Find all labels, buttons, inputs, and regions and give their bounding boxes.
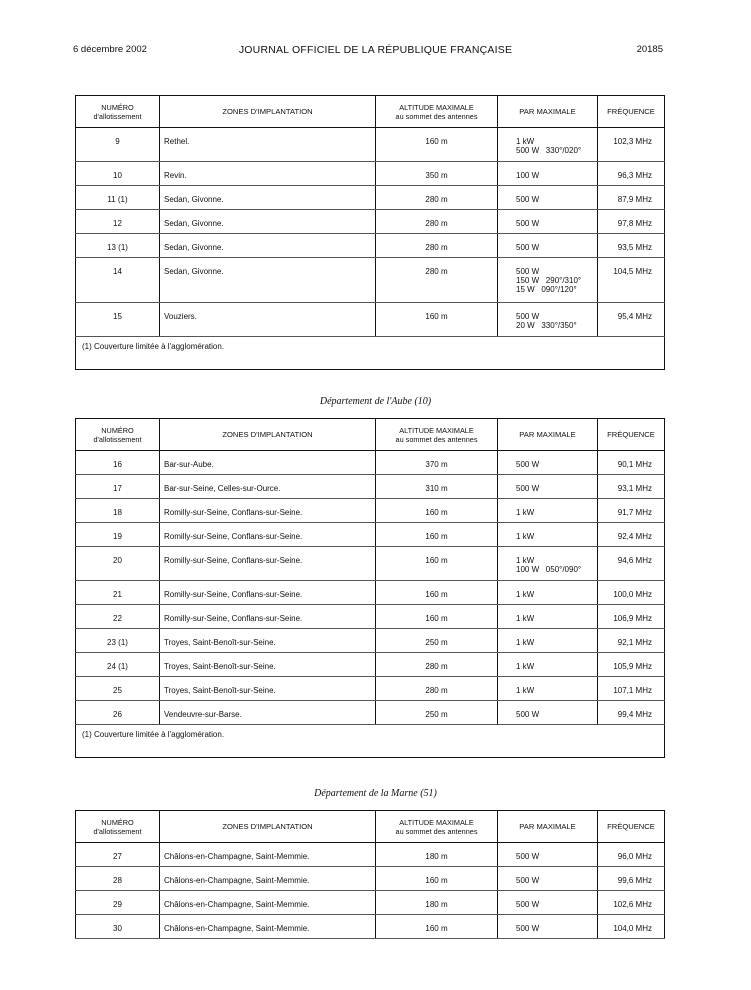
cell-par — [498, 581, 598, 605]
cell-zone: Sedan, Givonne. — [160, 234, 376, 258]
par-line: 500 W — [516, 243, 540, 252]
cell-allotment-number: 20 — [76, 547, 160, 581]
cell-frequency: 96,3 MHz — [598, 162, 665, 186]
par-line: 1 kW — [516, 137, 535, 146]
col-header-zone: ZONES D'IMPLANTATION — [160, 96, 376, 128]
col-header-alt — [376, 96, 498, 128]
cell-par — [498, 128, 598, 162]
par-line: 500 W — [516, 219, 540, 228]
cell-frequency: 100,0 MHz — [598, 581, 665, 605]
cell-altitude: 180 m — [376, 891, 498, 915]
table-row — [76, 303, 665, 337]
cell-frequency: 96,0 MHz — [598, 843, 665, 867]
cell-frequency: 91,7 MHz — [598, 499, 665, 523]
cell-frequency: 106,9 MHz — [598, 605, 665, 629]
header-date: 6 décembre 2002 — [73, 44, 147, 55]
col-header-par: PAR MAXIMALE — [498, 811, 598, 843]
table-row — [76, 186, 665, 210]
header-row — [76, 96, 665, 128]
col-header-freq: FRÉQUENCE — [598, 419, 665, 451]
cell-zone: Revin. — [160, 162, 376, 186]
table-row — [76, 581, 665, 605]
table-row — [76, 843, 665, 867]
col-header-num-line2: d'allotissement — [93, 826, 142, 836]
cell-frequency: 99,6 MHz — [598, 867, 665, 891]
cell-frequency: 93,1 MHz — [598, 475, 665, 499]
cell-allotment-number: 16 — [76, 451, 160, 475]
table-row — [76, 451, 665, 475]
cell-frequency: 87,9 MHz — [598, 186, 665, 210]
par-line: 100 W — [516, 171, 540, 180]
col-header-alt-line2: au sommet des antennes — [395, 826, 478, 836]
cell-frequency: 94,6 MHz — [598, 547, 665, 581]
col-header-num-line1: NUMÉRO — [101, 102, 134, 112]
cell-frequency: 102,6 MHz — [598, 891, 665, 915]
cell-zone: Châlons-en-Champagne, Saint-Memmie. — [160, 891, 376, 915]
cell-zone: Châlons-en-Champagne, Saint-Memmie. — [160, 843, 376, 867]
col-header-num — [76, 811, 160, 843]
cell-allotment-number: 22 — [76, 605, 160, 629]
cell-altitude: 250 m — [376, 701, 498, 725]
cell-frequency: 99,4 MHz — [598, 701, 665, 725]
cell-allotment-number: 12 — [76, 210, 160, 234]
cell-allotment-number: 30 — [76, 915, 160, 939]
col-header-freq: FRÉQUENCE — [598, 96, 665, 128]
par-line: 1 kW — [516, 556, 535, 565]
par-line: 100 W 050°/090° — [516, 565, 582, 574]
cell-zone: Romilly-sur-Seine, Conflans-sur-Seine. — [160, 581, 376, 605]
page-number: 20185 — [636, 44, 663, 55]
cell-zone: Romilly-sur-Seine, Conflans-sur-Seine. — [160, 523, 376, 547]
cell-par — [498, 210, 598, 234]
cell-frequency: 104,0 MHz — [598, 915, 665, 939]
cell-par — [498, 499, 598, 523]
col-header-freq: FRÉQUENCE — [598, 811, 665, 843]
cell-altitude: 280 m — [376, 210, 498, 234]
cell-zone: Châlons-en-Champagne, Saint-Memmie. — [160, 867, 376, 891]
cell-par — [498, 186, 598, 210]
cell-allotment-number: 11 (1) — [76, 186, 160, 210]
col-header-alt-line1: ALTITUDE MAXIMALE — [399, 102, 474, 112]
cell-par — [498, 605, 598, 629]
cell-allotment-number: 13 (1) — [76, 234, 160, 258]
table-row — [76, 475, 665, 499]
col-header-num — [76, 419, 160, 451]
col-header-num-line1: NUMÉRO — [101, 817, 134, 827]
par-line: 1 kW — [516, 686, 535, 695]
cell-par — [498, 523, 598, 547]
par-line: 1 kW — [516, 532, 535, 541]
cell-altitude: 370 m — [376, 451, 498, 475]
cell-allotment-number: 25 — [76, 677, 160, 701]
cell-par — [498, 677, 598, 701]
cell-zone: Romilly-sur-Seine, Conflans-sur-Seine. — [160, 547, 376, 581]
table-row — [76, 605, 665, 629]
cell-zone: Romilly-sur-Seine, Conflans-sur-Seine. — [160, 605, 376, 629]
allotment-table-aube — [75, 418, 665, 758]
footnote-row — [76, 725, 665, 758]
cell-par — [498, 653, 598, 677]
cell-altitude: 180 m — [376, 843, 498, 867]
cell-frequency: 92,1 MHz — [598, 629, 665, 653]
table-row — [76, 867, 665, 891]
cell-altitude: 280 m — [376, 258, 498, 303]
par-line: 1 kW — [516, 590, 535, 599]
footnote: (1) Couverture limitée à l'agglomération. — [76, 337, 665, 370]
cell-par — [498, 701, 598, 725]
cell-allotment-number: 17 — [76, 475, 160, 499]
table-row — [76, 499, 665, 523]
table-row — [76, 234, 665, 258]
cell-altitude: 160 m — [376, 605, 498, 629]
cell-zone: Sedan, Givonne. — [160, 186, 376, 210]
cell-zone: Rethel. — [160, 128, 376, 162]
col-header-num-line1: NUMÉRO — [101, 425, 134, 435]
cell-altitude: 250 m — [376, 629, 498, 653]
col-header-alt-line2: au sommet des antennes — [395, 434, 478, 444]
cell-altitude: 160 m — [376, 547, 498, 581]
cell-par — [498, 867, 598, 891]
table-row — [76, 547, 665, 581]
cell-par — [498, 162, 598, 186]
col-header-alt-line2: au sommet des antennes — [395, 111, 478, 121]
cell-allotment-number: 26 — [76, 701, 160, 725]
table-row — [76, 701, 665, 725]
col-header-alt — [376, 419, 498, 451]
cell-zone: Romilly-sur-Seine, Conflans-sur-Seine. — [160, 499, 376, 523]
cell-allotment-number: 14 — [76, 258, 160, 303]
cell-frequency: 95,4 MHz — [598, 303, 665, 337]
cell-par — [498, 475, 598, 499]
cell-allotment-number: 18 — [76, 499, 160, 523]
par-line: 500 W — [516, 876, 540, 885]
table-row — [76, 653, 665, 677]
cell-altitude: 310 m — [376, 475, 498, 499]
cell-altitude: 280 m — [376, 186, 498, 210]
col-header-zone: ZONES D'IMPLANTATION — [160, 419, 376, 451]
cell-zone: Troyes, Saint-Benoît-sur-Seine. — [160, 677, 376, 701]
cell-zone: Sedan, Givonne. — [160, 210, 376, 234]
col-header-alt-line1: ALTITUDE MAXIMALE — [399, 425, 474, 435]
cell-altitude: 280 m — [376, 234, 498, 258]
table-row — [76, 677, 665, 701]
table-row — [76, 258, 665, 303]
par-line: 500 W — [516, 710, 540, 719]
col-header-alt — [376, 811, 498, 843]
cell-allotment-number: 28 — [76, 867, 160, 891]
cell-zone: Troyes, Saint-Benoît-sur-Seine. — [160, 653, 376, 677]
cell-allotment-number: 9 — [76, 128, 160, 162]
allotment-table-ardennes — [75, 95, 665, 370]
cell-zone: Vouziers. — [160, 303, 376, 337]
cell-par — [498, 303, 598, 337]
par-line: 15 W 090°/120° — [516, 285, 577, 294]
cell-frequency: 105,9 MHz — [598, 653, 665, 677]
col-header-num-line2: d'allotissement — [93, 434, 142, 444]
col-header-par: PAR MAXIMALE — [498, 96, 598, 128]
table-row — [76, 210, 665, 234]
cell-altitude: 160 m — [376, 128, 498, 162]
cell-altitude: 280 m — [376, 653, 498, 677]
col-header-num — [76, 96, 160, 128]
cell-zone: Châlons-en-Champagne, Saint-Memmie. — [160, 915, 376, 939]
cell-frequency: 104,5 MHz — [598, 258, 665, 303]
cell-zone: Bar-sur-Aube. — [160, 451, 376, 475]
cell-zone: Troyes, Saint-Benoît-sur-Seine. — [160, 629, 376, 653]
par-line: 500 W — [516, 267, 540, 276]
col-header-par: PAR MAXIMALE — [498, 419, 598, 451]
cell-altitude: 160 m — [376, 867, 498, 891]
cell-altitude: 160 m — [376, 523, 498, 547]
par-line: 500 W — [516, 900, 540, 909]
cell-allotment-number: 15 — [76, 303, 160, 337]
cell-allotment-number: 29 — [76, 891, 160, 915]
allotment-table-marne — [75, 810, 665, 939]
cell-allotment-number: 10 — [76, 162, 160, 186]
cell-par — [498, 915, 598, 939]
cell-altitude: 160 m — [376, 499, 498, 523]
cell-par — [498, 629, 598, 653]
caption-aube: Département de l'Aube (10) — [319, 396, 432, 407]
table-row — [76, 915, 665, 939]
cell-zone: Bar-sur-Seine, Celles-sur-Ource. — [160, 475, 376, 499]
cell-allotment-number: 27 — [76, 843, 160, 867]
cell-altitude: 160 m — [376, 303, 498, 337]
cell-allotment-number: 21 — [76, 581, 160, 605]
cell-allotment-number: 23 (1) — [76, 629, 160, 653]
table-row — [76, 891, 665, 915]
par-line: 500 W — [516, 484, 540, 493]
par-line: 500 W — [516, 852, 540, 861]
cell-par — [498, 234, 598, 258]
table-row — [76, 629, 665, 653]
cell-frequency: 97,8 MHz — [598, 210, 665, 234]
table-row — [76, 162, 665, 186]
par-line: 150 W 290°/310° — [516, 276, 582, 285]
table-row — [76, 128, 665, 162]
cell-altitude: 280 m — [376, 677, 498, 701]
col-header-zone: ZONES D'IMPLANTATION — [160, 811, 376, 843]
cell-altitude: 160 m — [376, 581, 498, 605]
par-line: 500 W — [516, 312, 540, 321]
cell-altitude: 350 m — [376, 162, 498, 186]
par-line: 500 W — [516, 460, 540, 469]
cell-par — [498, 843, 598, 867]
header-row — [76, 419, 665, 451]
par-line: 500 W — [516, 924, 540, 933]
cell-frequency: 102,3 MHz — [598, 128, 665, 162]
cell-par — [498, 891, 598, 915]
cell-allotment-number: 19 — [76, 523, 160, 547]
cell-altitude: 160 m — [376, 915, 498, 939]
journal-title: JOURNAL OFFICIEL DE LA RÉPUBLIQUE FRANÇAISE — [238, 44, 513, 56]
cell-frequency: 92,4 MHz — [598, 523, 665, 547]
par-line: 1 kW — [516, 508, 535, 517]
header-row — [76, 811, 665, 843]
cell-zone: Sedan, Givonne. — [160, 258, 376, 303]
cell-frequency: 107,1 MHz — [598, 677, 665, 701]
par-line: 1 kW — [516, 662, 535, 671]
par-line: 1 kW — [516, 614, 535, 623]
par-line: 500 W — [516, 195, 540, 204]
footnote-row — [76, 337, 665, 370]
cell-allotment-number: 24 (1) — [76, 653, 160, 677]
cell-par — [498, 547, 598, 581]
col-header-alt-line1: ALTITUDE MAXIMALE — [399, 817, 474, 827]
cell-frequency: 93,5 MHz — [598, 234, 665, 258]
table-row — [76, 523, 665, 547]
cell-par — [498, 258, 598, 303]
cell-par — [498, 451, 598, 475]
par-line: 1 kW — [516, 638, 535, 647]
col-header-num-line2: d'allotissement — [93, 111, 142, 121]
cell-zone: Vendeuvre-sur-Barse. — [160, 701, 376, 725]
cell-frequency: 90,1 MHz — [598, 451, 665, 475]
footnote: (1) Couverture limitée à l'agglomération. — [76, 725, 665, 758]
caption-marne: Département de la Marne (51) — [314, 788, 437, 799]
par-line: 20 W 330°/350° — [516, 321, 577, 330]
par-line: 500 W 330°/020° — [516, 146, 582, 155]
